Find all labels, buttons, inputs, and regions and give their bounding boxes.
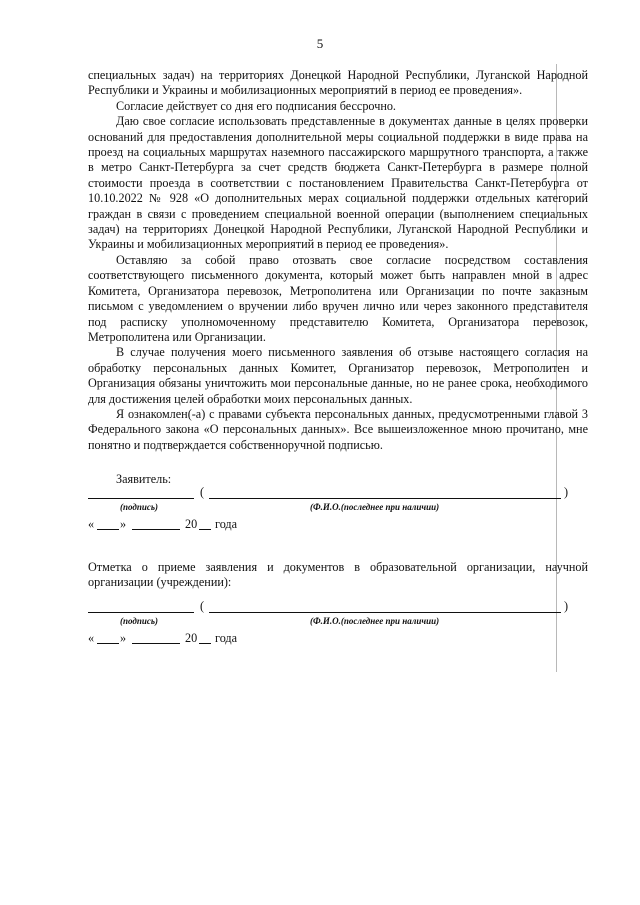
- signature-field[interactable]: [88, 498, 194, 499]
- paren-close: ): [564, 599, 569, 613]
- paragraph-withdrawal-right: Оставляю за собой право отозвать свое согласие посредством составления соответствующего письменного документа, который может быть направлен мной в адрес Комитета, Организатора перевозок, Метрополитена или Организации по почте заказным письмом с уведомлением о вручении либо вручен лично или через законного представителя под расписку уполномоченному представителю Комитета, Организатора перевозок, Метрополитена или Организации.: [88, 252, 588, 344]
- paragraph-acknowledgement: Я ознакомлен(-а) с правами субъекта персональных данных, предусмотренными главой 3 Федерального закона «О персональных данных». Все вышеизложенное мною прочитано, мне понятно и подтверждается собственноручной подписью.: [88, 406, 588, 452]
- year-field[interactable]: [199, 643, 211, 644]
- day-field[interactable]: [97, 643, 119, 644]
- reception-note: [88, 560, 588, 591]
- applicant-label: Заявитель:: [116, 472, 172, 486]
- paragraph-validity: Согласие действует со дня его подписания бессрочно.: [116, 98, 396, 113]
- quote-close: »: [120, 631, 127, 645]
- fio-field[interactable]: [209, 498, 561, 499]
- signature-row: [88, 486, 588, 502]
- signature-row: [88, 600, 588, 616]
- year-prefix: 20: [185, 631, 198, 645]
- quote-open: «: [88, 517, 95, 531]
- fio-field[interactable]: [209, 612, 561, 613]
- quote-close: »: [120, 517, 127, 531]
- signature-caption: (подпись): [120, 616, 158, 626]
- date-row: [88, 631, 588, 647]
- month-field[interactable]: [132, 529, 180, 530]
- paragraph-data-destruction: В случае получения моего письменного заявления об отзыве настоящего согласия на обработку персональных данных Комитет, Организатор перевозок, Метрополитен и Организация обязаны уничтожить мои персональные данные, но не ранее срока, необходимого для достижения целей обработки моих персональных данных.: [88, 345, 588, 406]
- reception-signature-block: [88, 600, 588, 647]
- month-field[interactable]: [132, 643, 180, 644]
- year-word: года: [215, 631, 238, 645]
- signature-caption: (подпись): [120, 502, 158, 512]
- paragraph-continuation: специальных задач) на территориях Донецкой Народной Республики, Луганской Народной Республики и Украины и мобилизационных мероприятий в период ее проведения».: [88, 68, 588, 98]
- reception-paragraph: Отметка о приеме заявления и документов в образовательной организации, научной организации (учреждении):: [88, 560, 588, 590]
- day-field[interactable]: [97, 529, 119, 530]
- paren-open: (: [200, 599, 205, 613]
- year-field[interactable]: [199, 529, 211, 530]
- consent-body: [88, 68, 588, 453]
- fio-caption: (Ф.И.О.(последнее при наличии): [310, 616, 440, 626]
- applicant-signature-block: [88, 486, 588, 533]
- paragraph-consent-purpose: Даю свое согласие использовать представленные в документах данные в целях проверки оснований для предоставления дополнительной меры социальной поддержки в виде права на проезд на социальных маршрутах наземного пассажирского маршрутного транспорта, а также в метро Санкт-Петербурга за счет средств бюджета Санкт-Петербурга в размере полной стоимости проезда в соответствии с постановлением Правительства Санкт-Петербурга от 10.10.2022 № 928 «О дополнительных мерах социальной поддержки отдельных категорий граждан в связи с проведением специальной военной операции (выполнением специальных задач) на территориях Донецкой Народной Республики, Луганской Народной Республики и Украины и мобилизационных мероприятий в период ее проведения».: [88, 114, 588, 252]
- year-word: года: [215, 517, 238, 531]
- date-row: [88, 517, 588, 533]
- caption-row: [88, 616, 588, 629]
- paren-close: ): [564, 485, 569, 499]
- caption-row: [88, 502, 588, 515]
- paren-open: (: [200, 485, 205, 499]
- quote-open: «: [88, 631, 95, 645]
- fio-caption: (Ф.И.О.(последнее при наличии): [310, 502, 440, 512]
- signature-field[interactable]: [88, 612, 194, 613]
- year-prefix: 20: [185, 517, 198, 531]
- page-number: 5: [316, 36, 324, 51]
